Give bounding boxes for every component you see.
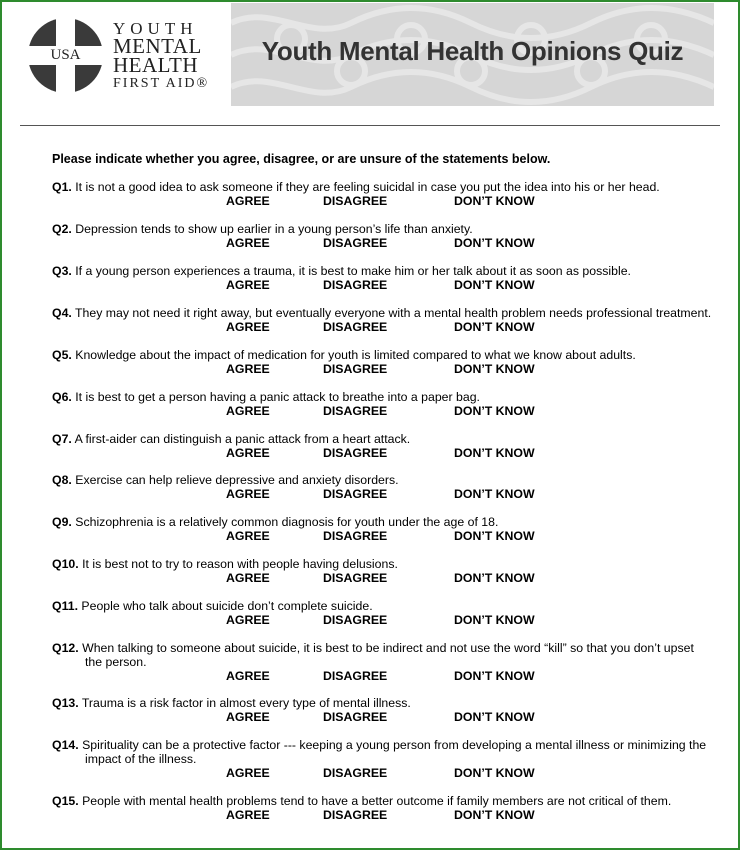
answer-options xyxy=(52,529,712,543)
option-dont-know[interactable]: DON’T KNOW xyxy=(454,669,535,683)
option-disagree[interactable]: DISAGREE xyxy=(323,710,388,724)
question-number: Q12. xyxy=(52,641,79,655)
answer-options xyxy=(52,766,712,780)
answer-options xyxy=(52,446,712,460)
option-dont-know[interactable]: DON’T KNOW xyxy=(454,487,535,501)
option-dont-know[interactable]: DON’T KNOW xyxy=(454,571,535,585)
question-number: Q11. xyxy=(52,599,78,613)
question-text xyxy=(52,738,712,766)
header-divider xyxy=(20,125,720,126)
question-number: Q13. xyxy=(52,696,79,710)
question-statement: A first-aider can distinguish a panic attack from a heart attack. xyxy=(74,432,411,446)
option-disagree[interactable]: DISAGREE xyxy=(323,362,388,376)
answer-options xyxy=(52,362,712,376)
option-agree[interactable]: AGREE xyxy=(226,808,270,822)
option-dont-know[interactable]: DON’T KNOW xyxy=(454,529,535,543)
option-agree[interactable]: AGREE xyxy=(226,766,270,780)
question-text xyxy=(52,599,712,613)
question-number: Q3. xyxy=(52,264,72,278)
question-text xyxy=(52,306,712,320)
option-disagree[interactable]: DISAGREE xyxy=(323,487,388,501)
question-number: Q4. xyxy=(52,306,72,320)
option-agree[interactable]: AGREE xyxy=(226,278,270,292)
question-statement: It is best not to try to reason with people having delusions. xyxy=(82,557,398,571)
option-agree[interactable]: AGREE xyxy=(226,404,270,418)
answer-options xyxy=(52,278,712,292)
question-text xyxy=(52,180,712,194)
option-disagree[interactable]: DISAGREE xyxy=(323,404,388,418)
answer-options xyxy=(52,236,712,250)
option-disagree[interactable]: DISAGREE xyxy=(323,529,388,543)
org-line-youth: YOUTH xyxy=(113,19,198,38)
question-statement: Depression tends to show up earlier in a young person’s life than anxiety. xyxy=(75,222,473,236)
question-4 xyxy=(52,306,712,334)
question-text xyxy=(52,557,712,571)
question-9 xyxy=(52,515,712,543)
answer-options xyxy=(52,194,712,208)
question-number: Q7. xyxy=(52,432,72,446)
question-number: Q14. xyxy=(52,738,79,752)
option-agree[interactable]: AGREE xyxy=(226,487,270,501)
question-number: Q6. xyxy=(52,390,72,404)
option-disagree[interactable]: DISAGREE xyxy=(323,808,388,822)
option-agree[interactable]: AGREE xyxy=(226,320,270,334)
question-statement: Knowledge about the impact of medication for youth is limited compared to what we know about adults. xyxy=(75,348,636,362)
answer-options xyxy=(52,613,712,627)
option-dont-know[interactable]: DON’T KNOW xyxy=(454,808,535,822)
option-disagree[interactable]: DISAGREE xyxy=(323,236,388,250)
option-agree[interactable]: AGREE xyxy=(226,194,270,208)
question-number: Q2. xyxy=(52,222,72,236)
option-dont-know[interactable]: DON’T KNOW xyxy=(454,446,535,460)
option-agree[interactable]: AGREE xyxy=(226,446,270,460)
question-7 xyxy=(52,432,712,460)
org-line-mental: MENTAL xyxy=(113,34,202,58)
question-text xyxy=(52,515,712,529)
option-agree[interactable]: AGREE xyxy=(226,236,270,250)
question-number: Q8. xyxy=(52,473,72,487)
question-text xyxy=(52,696,712,710)
option-disagree[interactable]: DISAGREE xyxy=(323,320,388,334)
answer-options xyxy=(52,320,712,334)
question-number: Q5. xyxy=(52,348,72,362)
question-statement: People with mental health problems tend to have a better outcome if family members are not critical of them. xyxy=(82,794,672,808)
question-statement: People who talk about suicide don’t complete suicide. xyxy=(81,599,373,613)
option-disagree[interactable]: DISAGREE xyxy=(323,613,388,627)
question-8 xyxy=(52,473,712,501)
question-text xyxy=(52,641,712,669)
question-statement: Exercise can help relieve depressive and anxiety disorders. xyxy=(75,473,399,487)
option-agree[interactable]: AGREE xyxy=(226,669,270,683)
question-statement: Spirituality can be a protective factor --- keeping a young person from developing a mental illness or minimizing the impact of the illness. xyxy=(82,738,707,766)
question-statement: It is best to get a person having a panic attack to breathe into a paper bag. xyxy=(75,390,480,404)
option-dont-know[interactable]: DON’T KNOW xyxy=(454,404,535,418)
option-agree[interactable]: AGREE xyxy=(226,710,270,724)
question-13 xyxy=(52,696,712,724)
option-disagree[interactable]: DISAGREE xyxy=(323,278,388,292)
question-text xyxy=(52,473,712,487)
option-disagree[interactable]: DISAGREE xyxy=(323,766,388,780)
option-dont-know[interactable]: DON’T KNOW xyxy=(454,236,535,250)
option-disagree[interactable]: DISAGREE xyxy=(323,194,388,208)
title-banner xyxy=(231,3,714,106)
question-statement: If a young person experiences a trauma, it is best to make him or her talk about it as soon as possible. xyxy=(75,264,631,278)
question-number: Q9. xyxy=(52,515,72,529)
org-line-first-aid: FIRST AID® xyxy=(113,76,210,91)
question-statement: Schizophrenia is a relatively common diagnosis for youth under the age of 18. xyxy=(75,515,499,529)
answer-options xyxy=(52,710,712,724)
answer-options xyxy=(52,404,712,418)
question-6 xyxy=(52,390,712,418)
option-agree[interactable]: AGREE xyxy=(226,529,270,543)
option-agree[interactable]: AGREE xyxy=(226,571,270,585)
option-disagree[interactable]: DISAGREE xyxy=(323,446,388,460)
logo-badge-text: USA xyxy=(50,47,81,63)
question-3 xyxy=(52,264,712,292)
question-1 xyxy=(52,180,712,208)
question-statement: When talking to someone about suicide, it is best to be indirect and not use the word “kill” so that you don’t upset the person. xyxy=(82,641,694,669)
option-dont-know[interactable]: DON’T KNOW xyxy=(454,320,535,334)
question-text xyxy=(52,222,712,236)
answer-options xyxy=(52,669,712,683)
org-line-health: HEALTH xyxy=(113,53,199,77)
option-disagree[interactable]: DISAGREE xyxy=(323,669,388,683)
question-statement: They may not need it right away, but eventually everyone with a mental health problem needs professional treatment. xyxy=(75,306,712,320)
question-2 xyxy=(52,222,712,250)
option-dont-know[interactable]: DON’T KNOW xyxy=(454,362,535,376)
option-dont-know[interactable]: DON’T KNOW xyxy=(454,710,535,724)
question-text xyxy=(52,390,712,404)
question-text xyxy=(52,264,712,278)
usa-logo xyxy=(28,18,103,93)
question-text xyxy=(52,348,712,362)
option-dont-know[interactable]: DON’T KNOW xyxy=(454,194,535,208)
instructions: Please indicate whether you agree, disagree, or are unsure of the statements below. xyxy=(52,152,551,166)
question-5 xyxy=(52,348,712,376)
question-number: Q15. xyxy=(52,794,79,808)
question-statement: It is not a good idea to ask someone if they are feeling suicidal in case you put the idea into his or her head. xyxy=(75,180,660,194)
option-agree[interactable]: AGREE xyxy=(226,362,270,376)
question-number: Q10. xyxy=(52,557,79,571)
option-disagree[interactable]: DISAGREE xyxy=(323,571,388,585)
question-text xyxy=(52,794,712,808)
question-12 xyxy=(52,641,712,683)
org-name xyxy=(113,20,209,92)
answer-options xyxy=(52,487,712,501)
question-text xyxy=(52,432,712,446)
question-statement: Trauma is a risk factor in almost every type of mental illness. xyxy=(81,696,411,710)
option-agree[interactable]: AGREE xyxy=(226,613,270,627)
option-dont-know[interactable]: DON’T KNOW xyxy=(454,613,535,627)
answer-options xyxy=(52,808,712,822)
question-14 xyxy=(52,738,712,780)
option-dont-know[interactable]: DON’T KNOW xyxy=(454,278,535,292)
option-dont-know[interactable]: DON’T KNOW xyxy=(454,766,535,780)
question-11 xyxy=(52,599,712,627)
question-15 xyxy=(52,794,712,822)
question-number: Q1. xyxy=(52,180,72,194)
answer-options xyxy=(52,571,712,585)
page-title: Youth Mental Health Opinions Quiz xyxy=(261,36,684,66)
question-10 xyxy=(52,557,712,585)
